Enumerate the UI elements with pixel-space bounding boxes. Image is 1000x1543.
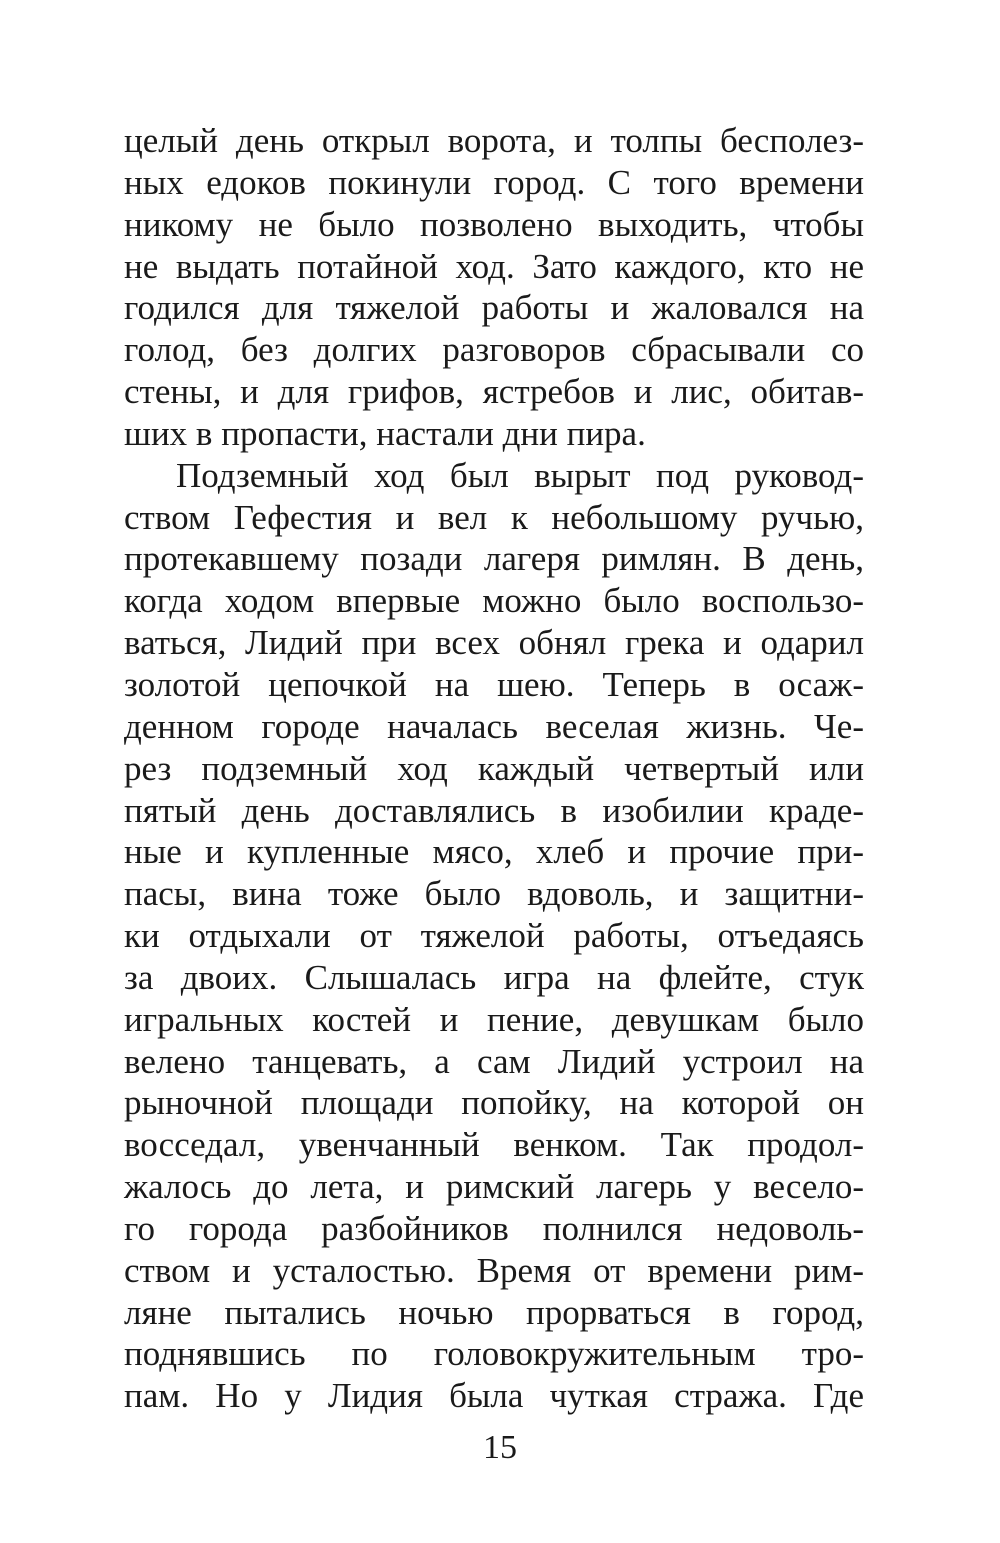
text-line: игральных костей и пение, девушкам было — [124, 999, 864, 1039]
text-line: ки отдыхали от тяжелой работы, отъедаясь — [124, 916, 864, 956]
text-line: за двоих. Слышалась игра на флейте, стук — [124, 957, 864, 997]
text-line: ляне пытались ночью прорваться в город, — [124, 1292, 864, 1332]
body-text — [124, 120, 864, 1417]
text-line: целый день открыл ворота, и толпы бесполез- — [124, 121, 864, 160]
paragraph-1 — [124, 120, 864, 455]
text-line: ством и усталостью. Время от времени рим- — [124, 1250, 864, 1290]
text-line: протекавшему позади лагеря римлян. В день, — [124, 539, 864, 579]
text-line: пятый день доставлялись в изобилии краде- — [124, 790, 864, 830]
text-line: никому не было позволено выходить, чтобы — [124, 204, 864, 244]
text-line: восседал, увенчанный венком. Так продол- — [124, 1125, 864, 1165]
text-line: денном городе началась веселая жизнь. Че- — [124, 706, 864, 746]
text-line: не выдать потайной ход. Зато каждого, кто не — [124, 246, 864, 286]
paragraph-2 — [124, 455, 864, 1417]
text-line: ваться, Лидий при всех обнял грека и одарил — [124, 623, 864, 663]
text-line: пасы, вина тоже было вдоволь, и защитни- — [124, 874, 864, 914]
text-line: когда ходом впервые можно было воспользо- — [124, 581, 864, 621]
text-line: велено танцевать, а сам Лидий устроил на — [124, 1041, 864, 1081]
text-line: стены, и для грифов, ястребов и лис, обитав- — [124, 372, 864, 412]
text-line: го города разбойников полнился недоволь- — [124, 1208, 864, 1248]
text-line: поднявшись по головокружительным тро- — [124, 1334, 864, 1374]
text-line: золотой цепочкой на шею. Теперь в осаж- — [124, 664, 864, 704]
text-line: рез подземный ход каждый четвертый или — [124, 748, 864, 788]
text-line: ших в пропасти, настали дни пира. — [124, 413, 646, 453]
text-line: жалось до лета, и римский лагерь у весело- — [124, 1167, 864, 1207]
text-line: годился для тяжелой работы и жаловался на — [124, 288, 864, 328]
text-line: Подземный ход был вырыт под руковод- — [176, 455, 864, 495]
text-line: ных едоков покинули город. С того времени — [124, 162, 864, 202]
text-line: ством Гефестия и вел к небольшому ручью, — [124, 497, 864, 537]
text-line: голод, без долгих разговоров сбрасывали со — [124, 330, 864, 370]
text-line: пам. Но у Лидия была чуткая стража. Где — [124, 1376, 864, 1416]
text-line: рыночной площади попойку, на которой он — [124, 1083, 864, 1123]
text-line: ные и купленные мясо, хлеб и прочие при- — [124, 832, 864, 872]
page-number: 15 — [483, 1429, 517, 1466]
